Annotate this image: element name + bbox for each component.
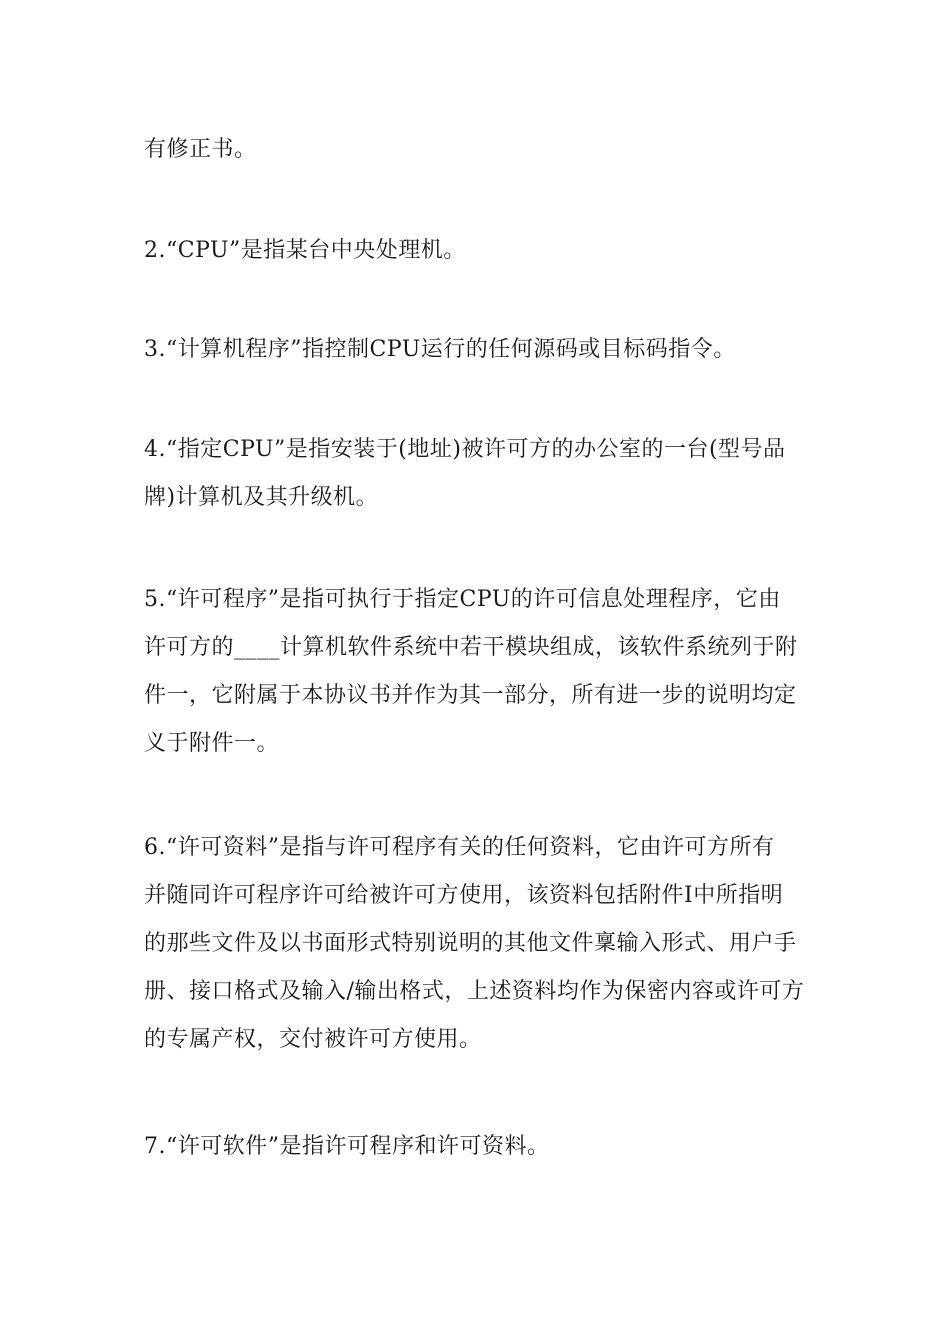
text-line: 6.“许可资料”是指与许可程序有关的任何资料，它由许可方所有 bbox=[144, 835, 775, 860]
text-line: 有修正书。 bbox=[144, 137, 257, 162]
paragraph-definition-4 bbox=[144, 426, 808, 522]
text-line: 许可方的____计算机软件系统中若干模块组成，该软件系统列于附 bbox=[144, 635, 798, 660]
text-line: 的专属产权，交付被许可方使用。 bbox=[144, 1027, 482, 1052]
text-line: 7.“许可软件”是指许可程序和许可资料。 bbox=[144, 1134, 550, 1159]
text-line: 5.“许可程序”是指可执行于指定CPU的许可信息处理程序，它由 bbox=[144, 587, 781, 612]
text-line: 牌)计算机及其升级机。 bbox=[144, 485, 379, 510]
text-line: 4.“指定CPU”是指安装于(地址)被许可方的办公室的一台(型号品 bbox=[144, 437, 786, 462]
paragraph-definition-3 bbox=[144, 326, 808, 374]
paragraph-definition-2 bbox=[144, 227, 808, 275]
text-line: 3.“计算机程序”指控制CPU运行的任何源码或目标码指令。 bbox=[144, 337, 736, 362]
paragraph-definition-7 bbox=[144, 1123, 808, 1171]
text-line: 的那些文件及以书面形式特别说明的其他文件稟输入形式、用户手 bbox=[144, 931, 797, 956]
text-line: 2.“CPU”是指某台中央处理机。 bbox=[144, 238, 466, 263]
text-line: 义于附件一。 bbox=[144, 731, 280, 756]
paragraph-definition-6 bbox=[144, 824, 808, 1064]
paragraph-continuation bbox=[144, 126, 808, 174]
text-line: 并随同许可程序许可给被许可方使用，该资料包括附件Ⅰ中所指明 bbox=[144, 883, 784, 908]
text-line: 册、接口格式及输入/输出格式，上述资料均作为保密内容或许可方 bbox=[144, 979, 805, 1004]
paragraph-definition-5 bbox=[144, 576, 808, 768]
text-line: 件一，它附属于本协议书并作为其一部分，所有进一步的说明均定 bbox=[144, 683, 797, 708]
